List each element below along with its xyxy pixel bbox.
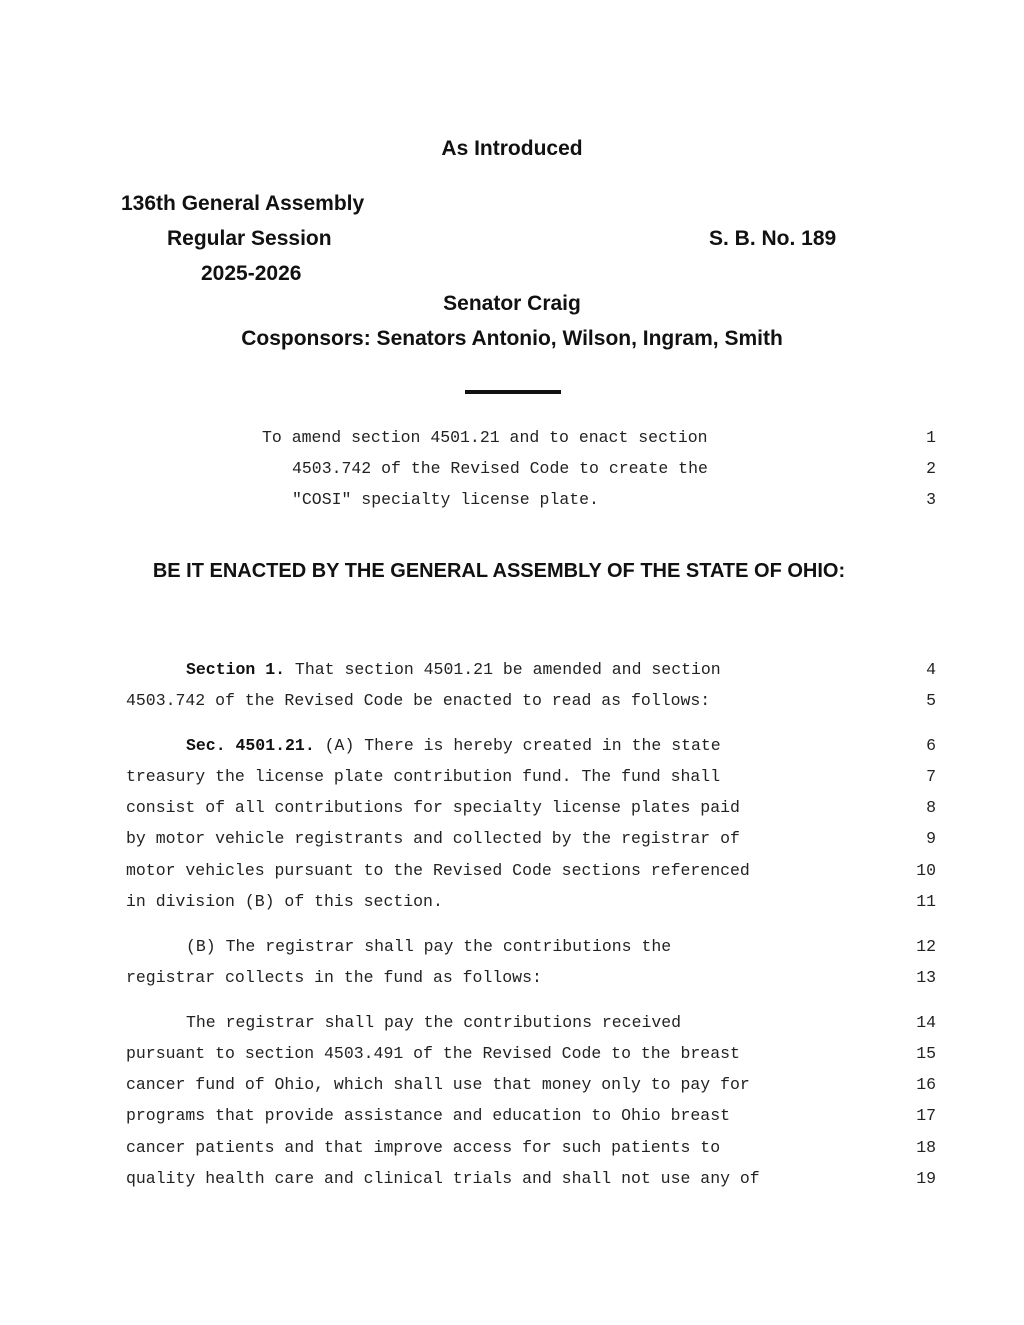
line-number: 2 xyxy=(926,459,936,478)
para-c-line: cancer fund of Ohio, which shall use that money only to pay for xyxy=(126,1075,750,1094)
title-line: 4503.742 of the Revised Code to create the xyxy=(292,459,708,478)
sec-4501-21-line: by motor vehicle registrants and collected by the registrar of xyxy=(126,829,740,848)
bill-status: As Introduced xyxy=(441,137,583,160)
line-number: 18 xyxy=(916,1138,936,1157)
sec-4501-21-text: (A) There is hereby created in the state xyxy=(314,736,721,755)
line-number: 1 xyxy=(926,428,936,447)
line-number: 19 xyxy=(916,1169,936,1188)
line-number: 9 xyxy=(926,829,936,848)
section-1-line xyxy=(186,662,721,679)
section-1-line: 4503.742 of the Revised Code be enacted to read as follows: xyxy=(126,691,711,710)
para-c-line: The registrar shall pay the contributions received xyxy=(186,1013,682,1032)
line-number: 7 xyxy=(926,767,936,786)
sec-4501-21-line: in division (B) of this section. xyxy=(126,892,443,911)
line-number: 6 xyxy=(926,736,936,755)
bill-number: S. B. No. 189 xyxy=(709,227,837,250)
line-number: 16 xyxy=(916,1075,936,1094)
line-number: 15 xyxy=(916,1044,936,1063)
sec-4501-21-line: treasury the license plate contribution fund. The fund shall xyxy=(126,767,721,786)
para-c-line: pursuant to section 4503.491 of the Revised Code to the breast xyxy=(126,1044,740,1063)
para-c-line: programs that provide assistance and education to Ohio breast xyxy=(126,1106,730,1125)
sec-4501-21-line: motor vehicles pursuant to the Revised Code sections referenced xyxy=(126,861,750,880)
line-number: 12 xyxy=(916,937,936,956)
para-b-line: (B) The registrar shall pay the contributions the xyxy=(186,937,672,956)
line-number: 3 xyxy=(926,490,936,509)
sec-4501-21-line xyxy=(186,738,721,755)
para-c-line: cancer patients and that improve access for such patients to xyxy=(126,1138,721,1157)
enacting-clause: BE IT ENACTED BY THE GENERAL ASSEMBLY OF THE STATE OF OHIO: xyxy=(152,560,846,582)
para-c-line: quality health care and clinical trials and shall not use any of xyxy=(126,1169,760,1188)
session-years: 2025-2026 xyxy=(201,262,302,285)
sec-4501-21-line: consist of all contributions for specialty license plates paid xyxy=(126,798,740,817)
line-number: 14 xyxy=(916,1013,936,1032)
general-assembly: 136th General Assembly xyxy=(121,192,365,215)
para-b-line: registrar collects in the fund as follows: xyxy=(126,968,542,987)
session-type: Regular Session xyxy=(167,227,332,250)
sec-4501-21-label: Sec. 4501.21. xyxy=(186,736,315,755)
header-divider xyxy=(465,390,561,394)
sponsor: Senator Craig xyxy=(443,292,581,315)
line-number: 13 xyxy=(916,968,936,987)
line-number: 5 xyxy=(926,691,936,710)
line-number: 11 xyxy=(916,892,936,911)
line-number: 10 xyxy=(916,861,936,880)
line-number: 4 xyxy=(926,660,936,679)
section-1-label: Section 1. xyxy=(186,660,286,679)
title-line: To amend section 4501.21 and to enact section xyxy=(262,428,708,447)
line-number: 8 xyxy=(926,798,936,817)
line-number: 17 xyxy=(916,1106,936,1125)
title-line: "COSI" specialty license plate. xyxy=(292,490,599,509)
section-1-text: That section 4501.21 be amended and section xyxy=(285,660,721,679)
cosponsors: Cosponsors: Senators Antonio, Wilson, Ingram, Smith xyxy=(241,327,783,350)
